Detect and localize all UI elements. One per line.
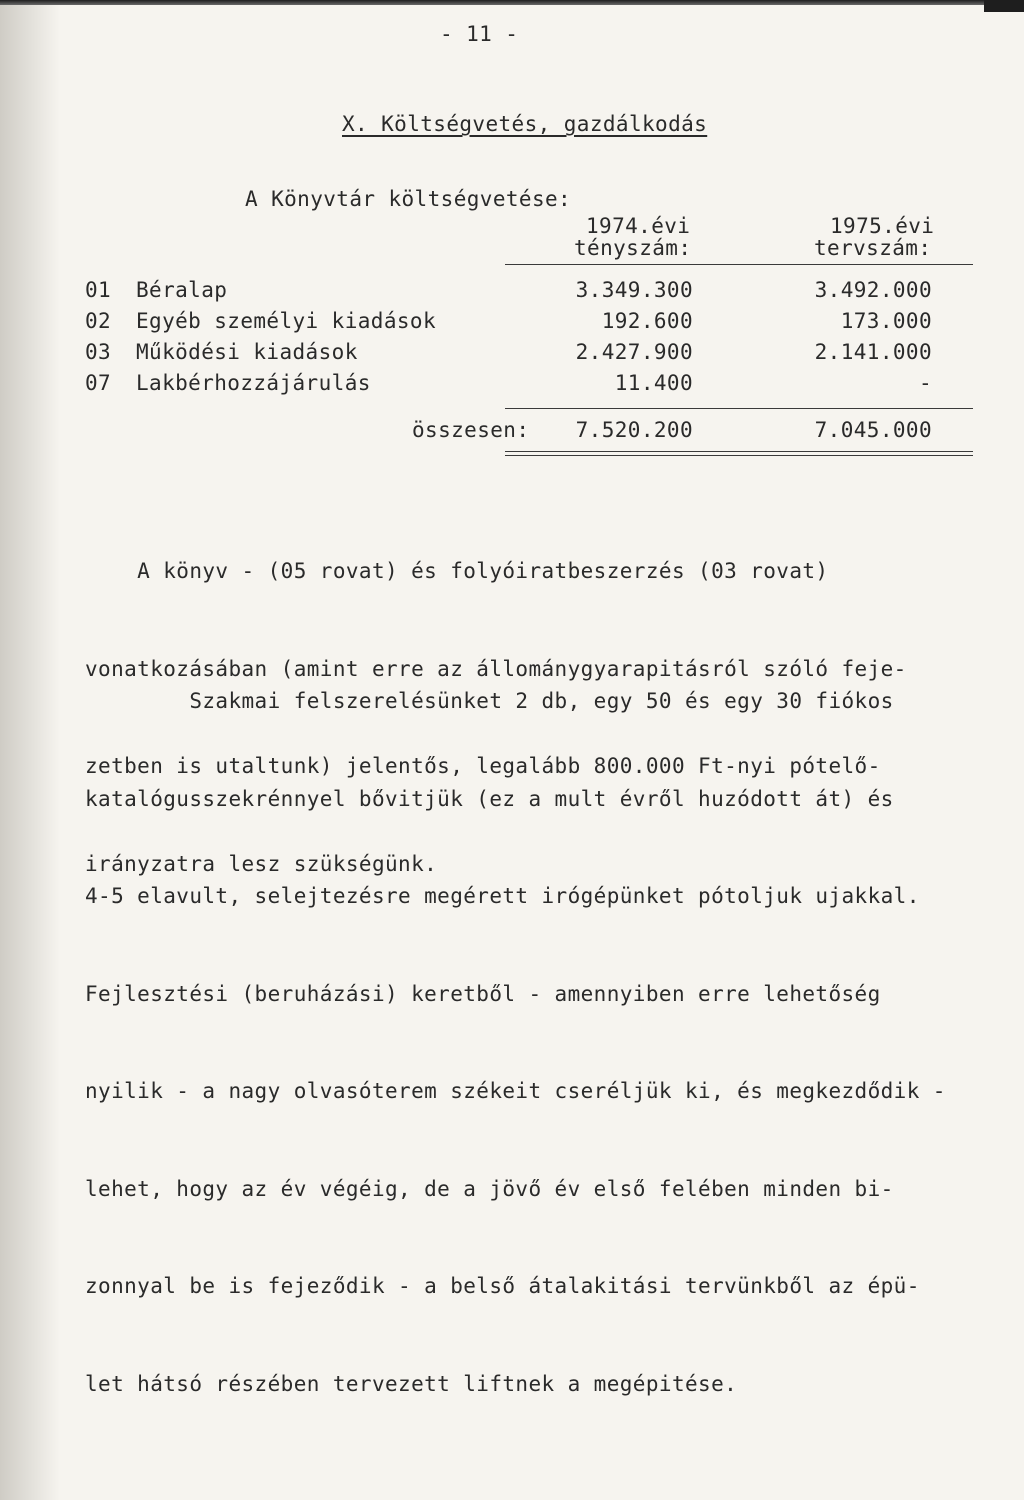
page-number: - 11 - (440, 22, 519, 46)
section-title: X. Költségvetés, gazdálkodás (342, 112, 708, 136)
col-1974-year: 1974.évi (586, 214, 691, 238)
total-value-1975: 7.045.000 (814, 418, 932, 442)
row-code: 01 (85, 278, 112, 302)
row-label: Egyéb személyi kiadások (136, 309, 436, 333)
scan-top-corner (984, 0, 1024, 12)
paragraph-line: let hátsó részében tervezett liftnek a megépitése. (85, 1371, 738, 1396)
scan-binding-shadow (0, 0, 60, 1500)
total-label: összesen: (412, 418, 530, 442)
total-bottom-rule-1 (505, 451, 973, 452)
paragraph-line: 4-5 elavult, selejtezésre megérett irógépünket pótoljuk ujakkal. (85, 884, 920, 908)
paragraph-line: nyilik - a nagy olvasóterem székeit cseréljük ki, és megkezdődik - (85, 1079, 946, 1103)
paragraph-line: vonatkozásában (amint erre az állománygyarapitásról szóló feje- (85, 656, 907, 681)
row-value-1974: 192.600 (601, 309, 693, 333)
row-value-1974: 3.349.300 (575, 278, 693, 302)
col-1975-label: tervszám: (814, 236, 932, 260)
paragraph-line: Fejlesztési (beruházási) keretből - amennyiben erre lehetőség (85, 981, 881, 1006)
row-label: Béralap (136, 278, 228, 302)
row-value-1975: 2.141.000 (814, 340, 932, 364)
row-code: 03 (85, 340, 112, 364)
row-value-1975: - (918, 371, 932, 395)
col-1975-year: 1975.évi (830, 214, 935, 238)
total-top-rule (505, 408, 973, 409)
paragraph-line: lehet, hogy az év végéig, de a jövő év első felében minden bi- (85, 1176, 894, 1201)
scan-top-edge (0, 0, 1024, 5)
row-label: Működési kiadások (136, 340, 358, 364)
total-value-1974: 7.520.200 (575, 418, 693, 442)
row-label: Lakbérhozzájárulás (136, 371, 371, 395)
row-code: 02 (85, 309, 112, 333)
row-value-1974: 11.400 (614, 371, 693, 395)
row-code: 07 (85, 371, 112, 395)
total-bottom-rule-2 (505, 455, 973, 456)
paragraph-line: katalógusszekrénnyel bővitjük (ez a mult évről huzódott át) és (85, 786, 894, 811)
paragraph-line: A könyv - (05 rovat) és folyóiratbeszerzés (03 rovat) (85, 559, 829, 583)
row-value-1974: 2.427.900 (575, 340, 693, 364)
paragraph-line: zetben is utaltunk) jelentős, legalább 800.000 Ft-nyi pótelő- (85, 754, 881, 778)
row-value-1975: 3.492.000 (814, 278, 932, 302)
row-value-1975: 173.000 (840, 309, 932, 333)
paragraph-line: Szakmai felszerelésünket 2 db, egy 50 és egy 30 fiókos (85, 689, 894, 713)
paragraph-2 (85, 620, 945, 1465)
col-1974-label: tényszám: (574, 236, 692, 260)
budget-heading: A Könyvtár költségvetése: (245, 187, 572, 211)
paragraph-line: irányzatra lesz szükségünk. (85, 851, 438, 876)
header-rule (505, 264, 973, 265)
paragraph-line: zonnyal be is fejeződik - a belső átalakitási tervünkből az épü- (85, 1274, 920, 1298)
